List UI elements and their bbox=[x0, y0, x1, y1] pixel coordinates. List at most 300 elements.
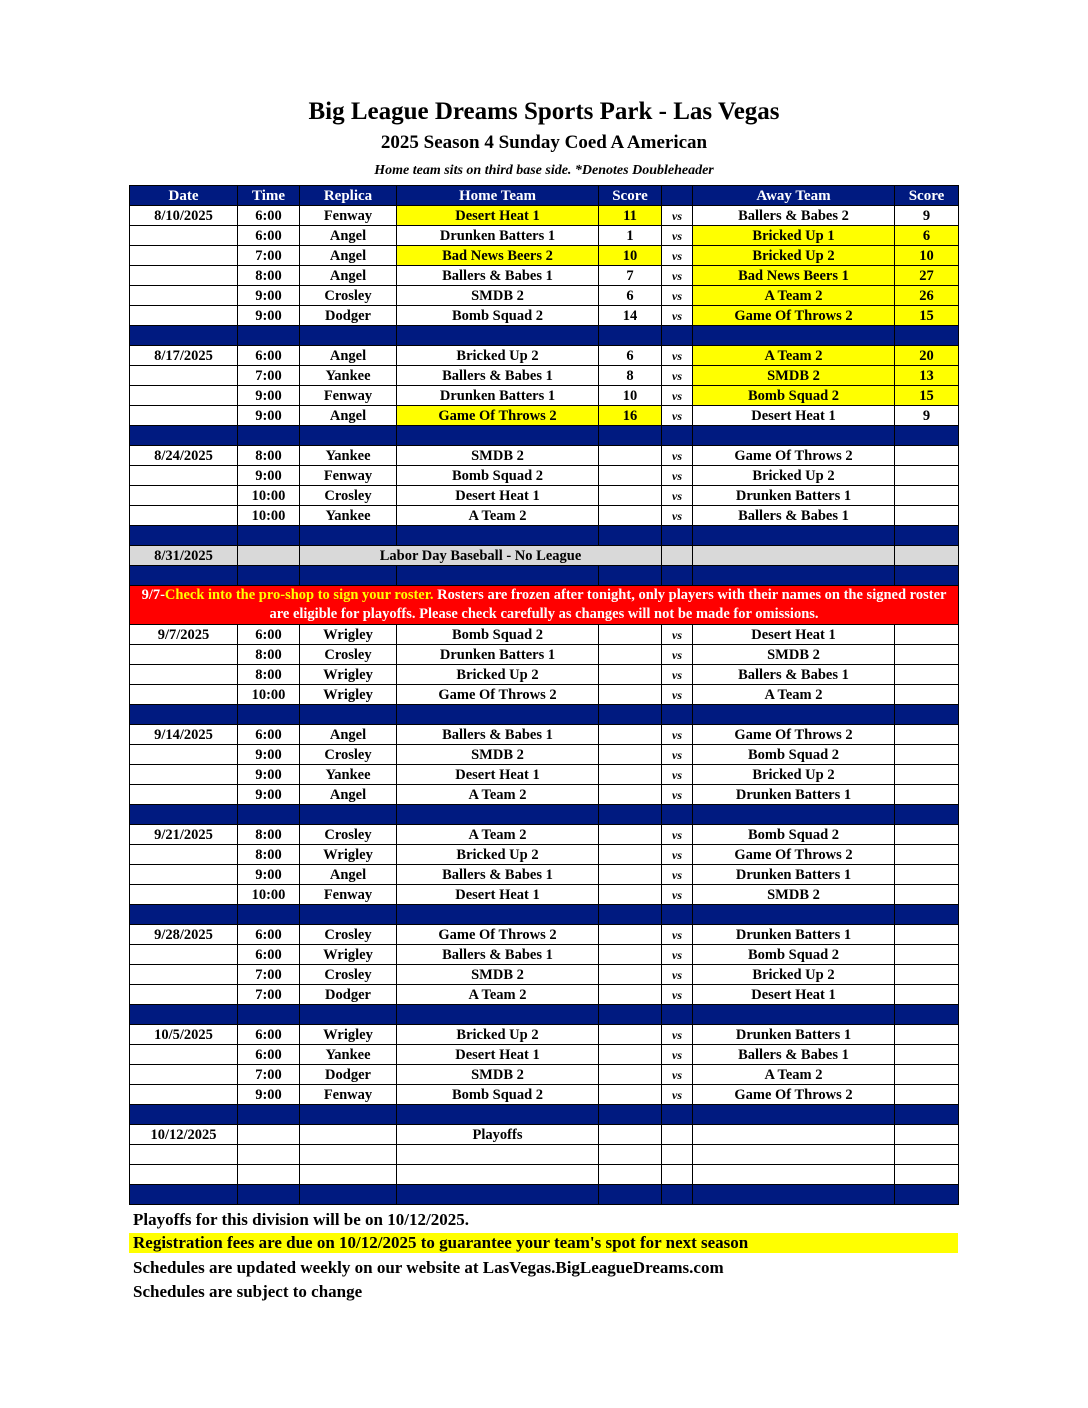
game-date bbox=[130, 306, 238, 326]
separator-cell bbox=[693, 705, 895, 725]
game-time: 7:00 bbox=[238, 965, 300, 985]
game-row bbox=[130, 1045, 959, 1065]
game-field: Angel bbox=[300, 226, 397, 246]
game-date bbox=[130, 745, 238, 765]
game-time bbox=[238, 1165, 300, 1185]
separator-cell bbox=[130, 526, 238, 546]
game-date bbox=[130, 845, 238, 865]
game-field: Crosley bbox=[300, 486, 397, 506]
game-row bbox=[130, 685, 959, 705]
away-score bbox=[895, 1165, 959, 1185]
separator-cell bbox=[130, 905, 238, 925]
roster-alert-row bbox=[130, 586, 959, 625]
separator-cell bbox=[397, 526, 599, 546]
vs-cell: vs bbox=[662, 865, 693, 885]
game-field: Crosley bbox=[300, 925, 397, 945]
away-score: 9 bbox=[895, 206, 959, 226]
separator-cell bbox=[300, 1005, 397, 1025]
separator-cell bbox=[662, 1185, 693, 1205]
separator-cell bbox=[130, 705, 238, 725]
game-date bbox=[130, 1165, 238, 1185]
game-date: 9/7/2025 bbox=[130, 625, 238, 645]
away-score bbox=[895, 725, 959, 745]
game-row bbox=[130, 765, 959, 785]
home-score bbox=[599, 486, 662, 506]
separator-cell bbox=[662, 526, 693, 546]
vs-cell: vs bbox=[662, 1025, 693, 1045]
away-team: Desert Heat 1 bbox=[693, 625, 895, 645]
away-score bbox=[895, 645, 959, 665]
vs-cell bbox=[662, 1145, 693, 1165]
home-score: 7 bbox=[599, 266, 662, 286]
away-score bbox=[895, 1125, 959, 1145]
separator-cell bbox=[599, 426, 662, 446]
game-time: 10:00 bbox=[238, 486, 300, 506]
header-home-score: Score bbox=[599, 186, 662, 206]
away-score bbox=[895, 446, 959, 466]
game-time: 8:00 bbox=[238, 266, 300, 286]
separator-cell bbox=[397, 905, 599, 925]
away-score: 27 bbox=[895, 266, 959, 286]
game-row bbox=[130, 1085, 959, 1105]
separator-cell bbox=[130, 566, 238, 586]
away-score: 10 bbox=[895, 246, 959, 266]
home-score bbox=[599, 1085, 662, 1105]
away-team: Game Of Throws 2 bbox=[693, 725, 895, 745]
game-field: Dodger bbox=[300, 306, 397, 326]
game-time: 9:00 bbox=[238, 745, 300, 765]
game-date bbox=[130, 1065, 238, 1085]
home-team: Game Of Throws 2 bbox=[397, 685, 599, 705]
separator-cell bbox=[300, 705, 397, 725]
game-field: Crosley bbox=[300, 745, 397, 765]
separator-cell bbox=[238, 426, 300, 446]
home-score bbox=[599, 446, 662, 466]
game-date bbox=[130, 665, 238, 685]
game-date bbox=[130, 1085, 238, 1105]
separator-cell bbox=[895, 566, 959, 586]
game-field: Angel bbox=[300, 246, 397, 266]
game-row bbox=[130, 725, 959, 745]
away-score bbox=[895, 1085, 959, 1105]
home-team: Desert Heat 1 bbox=[397, 1045, 599, 1065]
game-row bbox=[130, 286, 959, 306]
home-team: Ballers & Babes 1 bbox=[397, 266, 599, 286]
separator-cell bbox=[397, 1005, 599, 1025]
separator-cell bbox=[693, 526, 895, 546]
game-row bbox=[130, 665, 959, 685]
separator-cell bbox=[662, 705, 693, 725]
game-time: 6:00 bbox=[238, 1045, 300, 1065]
game-field: Wrigley bbox=[300, 845, 397, 865]
game-time bbox=[238, 546, 300, 566]
away-team: Bricked Up 2 bbox=[693, 965, 895, 985]
home-score: 6 bbox=[599, 346, 662, 366]
home-score bbox=[599, 466, 662, 486]
separator-cell bbox=[397, 1105, 599, 1125]
game-field: Yankee bbox=[300, 446, 397, 466]
home-score bbox=[599, 985, 662, 1005]
vs-cell: vs bbox=[662, 725, 693, 745]
vs-cell: vs bbox=[662, 845, 693, 865]
game-date bbox=[130, 226, 238, 246]
game-time: 9:00 bbox=[238, 386, 300, 406]
game-field: Angel bbox=[300, 346, 397, 366]
away-team: Desert Heat 1 bbox=[693, 985, 895, 1005]
game-date bbox=[130, 486, 238, 506]
away-team: Game Of Throws 2 bbox=[693, 306, 895, 326]
separator-cell bbox=[130, 1005, 238, 1025]
away-score bbox=[895, 546, 959, 566]
home-score bbox=[599, 765, 662, 785]
game-row bbox=[130, 965, 959, 985]
separator-cell bbox=[599, 1185, 662, 1205]
home-score bbox=[599, 925, 662, 945]
home-team bbox=[397, 1145, 599, 1165]
game-date bbox=[130, 266, 238, 286]
separator-cell bbox=[693, 566, 895, 586]
home-team: SMDB 2 bbox=[397, 1065, 599, 1085]
separator-cell bbox=[693, 805, 895, 825]
home-score: 8 bbox=[599, 366, 662, 386]
game-field: Wrigley bbox=[300, 685, 397, 705]
game-row bbox=[130, 1065, 959, 1085]
game-field: Angel bbox=[300, 406, 397, 426]
away-team: SMDB 2 bbox=[693, 366, 895, 386]
separator-cell bbox=[693, 326, 895, 346]
separator-cell bbox=[238, 566, 300, 586]
separator-cell bbox=[397, 566, 599, 586]
away-team: Game Of Throws 2 bbox=[693, 446, 895, 466]
away-team bbox=[693, 1165, 895, 1185]
vs-cell: vs bbox=[662, 206, 693, 226]
away-team: Ballers & Babes 1 bbox=[693, 506, 895, 526]
game-date bbox=[130, 466, 238, 486]
home-score: 16 bbox=[599, 406, 662, 426]
separator-cell bbox=[662, 1105, 693, 1125]
game-field: Wrigley bbox=[300, 665, 397, 685]
game-row bbox=[130, 1025, 959, 1045]
separator-cell bbox=[662, 426, 693, 446]
header-time: Time bbox=[238, 186, 300, 206]
separator-cell bbox=[693, 426, 895, 446]
away-team: Drunken Batters 1 bbox=[693, 925, 895, 945]
vs-cell: vs bbox=[662, 346, 693, 366]
separator-cell bbox=[300, 1105, 397, 1125]
game-time: 8:00 bbox=[238, 645, 300, 665]
game-date: 9/14/2025 bbox=[130, 725, 238, 745]
game-field: Yankee bbox=[300, 1045, 397, 1065]
game-row bbox=[130, 845, 959, 865]
away-team bbox=[693, 1145, 895, 1165]
schedule-body bbox=[130, 206, 959, 1205]
game-field: Crosley bbox=[300, 645, 397, 665]
home-team: Bricked Up 2 bbox=[397, 346, 599, 366]
separator-cell bbox=[130, 1185, 238, 1205]
separator-cell bbox=[599, 526, 662, 546]
week-separator bbox=[130, 526, 959, 546]
roster-alert bbox=[130, 586, 959, 625]
game-date bbox=[130, 965, 238, 985]
home-team: Bricked Up 2 bbox=[397, 665, 599, 685]
home-score bbox=[599, 845, 662, 865]
alert-date: 9/7- bbox=[141, 587, 165, 603]
vs-cell: vs bbox=[662, 446, 693, 466]
game-field: Yankee bbox=[300, 765, 397, 785]
schedule-table bbox=[129, 185, 959, 1205]
home-team: Desert Heat 1 bbox=[397, 486, 599, 506]
header-vs bbox=[662, 186, 693, 206]
vs-cell: vs bbox=[662, 1065, 693, 1085]
away-team: Desert Heat 1 bbox=[693, 406, 895, 426]
game-field: Angel bbox=[300, 725, 397, 745]
vs-cell: vs bbox=[662, 765, 693, 785]
separator-cell bbox=[599, 1105, 662, 1125]
home-team: Drunken Batters 1 bbox=[397, 386, 599, 406]
game-row bbox=[130, 1145, 959, 1165]
game-time: 9:00 bbox=[238, 466, 300, 486]
game-time: 9:00 bbox=[238, 865, 300, 885]
vs-cell: vs bbox=[662, 945, 693, 965]
week-separator bbox=[130, 1185, 959, 1205]
separator-cell bbox=[895, 1185, 959, 1205]
alert-text: Rosters are frozen after tonight, only players with their names on the signed roster are eligible for playoffs. Please check carefully as changes will not be made for omissions. bbox=[269, 587, 947, 622]
home-score bbox=[599, 1145, 662, 1165]
home-score bbox=[599, 745, 662, 765]
away-score bbox=[895, 685, 959, 705]
separator-cell bbox=[300, 426, 397, 446]
game-field: Yankee bbox=[300, 366, 397, 386]
header-away-score: Score bbox=[895, 186, 959, 206]
game-field: Wrigley bbox=[300, 625, 397, 645]
header-home-team: Home Team bbox=[397, 186, 599, 206]
game-time: 9:00 bbox=[238, 306, 300, 326]
game-field: Fenway bbox=[300, 1085, 397, 1105]
home-score bbox=[599, 945, 662, 965]
away-score bbox=[895, 506, 959, 526]
home-team: Bomb Squad 2 bbox=[397, 466, 599, 486]
labor-day-text: Labor Day Baseball - No League bbox=[300, 546, 662, 566]
home-score: 14 bbox=[599, 306, 662, 326]
vs-cell: vs bbox=[662, 1085, 693, 1105]
separator-cell bbox=[599, 1005, 662, 1025]
game-row bbox=[130, 625, 959, 645]
game-date bbox=[130, 985, 238, 1005]
game-time: 6:00 bbox=[238, 925, 300, 945]
week-separator bbox=[130, 426, 959, 446]
separator-cell bbox=[895, 705, 959, 725]
away-score: 15 bbox=[895, 386, 959, 406]
away-score bbox=[895, 885, 959, 905]
header-replica: Replica bbox=[300, 186, 397, 206]
game-row bbox=[130, 206, 959, 226]
separator-cell bbox=[895, 1105, 959, 1125]
game-time: 8:00 bbox=[238, 446, 300, 466]
game-row bbox=[130, 406, 959, 426]
away-team: Bricked Up 1 bbox=[693, 226, 895, 246]
game-field bbox=[300, 1165, 397, 1185]
home-score: 1 bbox=[599, 226, 662, 246]
separator-cell bbox=[238, 1005, 300, 1025]
home-team: SMDB 2 bbox=[397, 965, 599, 985]
game-row bbox=[130, 1165, 959, 1185]
vs-cell: vs bbox=[662, 306, 693, 326]
game-time: 9:00 bbox=[238, 286, 300, 306]
separator-cell bbox=[895, 905, 959, 925]
separator-cell bbox=[662, 905, 693, 925]
away-score bbox=[895, 466, 959, 486]
separator-cell bbox=[662, 805, 693, 825]
game-date bbox=[130, 885, 238, 905]
game-time bbox=[238, 1145, 300, 1165]
vs-cell: vs bbox=[662, 486, 693, 506]
away-score: 26 bbox=[895, 286, 959, 306]
week-separator bbox=[130, 1105, 959, 1125]
away-score bbox=[895, 1045, 959, 1065]
game-date bbox=[130, 366, 238, 386]
home-score bbox=[599, 685, 662, 705]
away-team: A Team 2 bbox=[693, 685, 895, 705]
vs-cell bbox=[662, 1125, 693, 1145]
footer-website: Schedules are updated weekly on our website at LasVegas.BigLeagueDreams.com bbox=[133, 1258, 724, 1277]
game-row bbox=[130, 1125, 959, 1145]
home-team: SMDB 2 bbox=[397, 745, 599, 765]
separator-cell bbox=[397, 705, 599, 725]
game-field: Angel bbox=[300, 266, 397, 286]
home-team: Game Of Throws 2 bbox=[397, 925, 599, 945]
home-team: Ballers & Babes 1 bbox=[397, 945, 599, 965]
away-score bbox=[895, 1065, 959, 1085]
vs-cell: vs bbox=[662, 965, 693, 985]
game-time: 7:00 bbox=[238, 1065, 300, 1085]
home-score bbox=[599, 665, 662, 685]
game-field: Angel bbox=[300, 785, 397, 805]
game-row bbox=[130, 486, 959, 506]
game-date: 8/24/2025 bbox=[130, 446, 238, 466]
game-time: 6:00 bbox=[238, 1025, 300, 1045]
vs-cell: vs bbox=[662, 226, 693, 246]
game-field: Dodger bbox=[300, 1065, 397, 1085]
game-time: 7:00 bbox=[238, 366, 300, 386]
home-score bbox=[599, 865, 662, 885]
home-team: Bricked Up 2 bbox=[397, 1025, 599, 1045]
game-time: 6:00 bbox=[238, 206, 300, 226]
week-separator bbox=[130, 326, 959, 346]
vs-cell: vs bbox=[662, 645, 693, 665]
game-row bbox=[130, 865, 959, 885]
game-date: 8/10/2025 bbox=[130, 206, 238, 226]
away-score: 6 bbox=[895, 226, 959, 246]
vs-cell: vs bbox=[662, 825, 693, 845]
separator-cell bbox=[693, 1105, 895, 1125]
game-field: Fenway bbox=[300, 386, 397, 406]
game-field: Yankee bbox=[300, 506, 397, 526]
separator-cell bbox=[693, 1185, 895, 1205]
game-date bbox=[130, 1145, 238, 1165]
game-date: 8/17/2025 bbox=[130, 346, 238, 366]
home-score bbox=[599, 506, 662, 526]
game-row bbox=[130, 925, 959, 945]
game-row bbox=[130, 985, 959, 1005]
away-team: SMDB 2 bbox=[693, 645, 895, 665]
separator-cell bbox=[238, 1185, 300, 1205]
separator-cell bbox=[599, 566, 662, 586]
separator-cell bbox=[238, 326, 300, 346]
game-date bbox=[130, 945, 238, 965]
header-row bbox=[130, 186, 959, 206]
home-team: Bad News Beers 2 bbox=[397, 246, 599, 266]
game-time: 8:00 bbox=[238, 845, 300, 865]
game-row bbox=[130, 466, 959, 486]
away-team: Bricked Up 2 bbox=[693, 466, 895, 486]
game-field: Angel bbox=[300, 865, 397, 885]
game-row bbox=[130, 645, 959, 665]
separator-cell bbox=[895, 426, 959, 446]
away-score: 20 bbox=[895, 346, 959, 366]
vs-cell bbox=[662, 1165, 693, 1185]
game-date bbox=[130, 1045, 238, 1065]
away-team: Game Of Throws 2 bbox=[693, 845, 895, 865]
home-team: Ballers & Babes 1 bbox=[397, 865, 599, 885]
away-team bbox=[693, 546, 895, 566]
header-date: Date bbox=[130, 186, 238, 206]
away-team: Bomb Squad 2 bbox=[693, 386, 895, 406]
game-field: Dodger bbox=[300, 985, 397, 1005]
game-time: 10:00 bbox=[238, 685, 300, 705]
game-field: Fenway bbox=[300, 466, 397, 486]
game-date bbox=[130, 386, 238, 406]
game-time: 9:00 bbox=[238, 406, 300, 426]
game-time: 8:00 bbox=[238, 825, 300, 845]
away-score bbox=[895, 925, 959, 945]
home-score bbox=[599, 645, 662, 665]
game-field: Fenway bbox=[300, 885, 397, 905]
away-score bbox=[895, 486, 959, 506]
game-row bbox=[130, 506, 959, 526]
home-score: 10 bbox=[599, 246, 662, 266]
home-team: A Team 2 bbox=[397, 785, 599, 805]
game-date bbox=[130, 865, 238, 885]
vs-cell: vs bbox=[662, 1045, 693, 1065]
home-score bbox=[599, 1065, 662, 1085]
separator-cell bbox=[397, 426, 599, 446]
vs-cell: vs bbox=[662, 685, 693, 705]
game-time: 9:00 bbox=[238, 1085, 300, 1105]
game-row bbox=[130, 246, 959, 266]
game-date bbox=[130, 406, 238, 426]
separator-cell bbox=[397, 326, 599, 346]
away-score bbox=[895, 665, 959, 685]
separator-cell bbox=[130, 805, 238, 825]
away-team: A Team 2 bbox=[693, 346, 895, 366]
separator-cell bbox=[300, 1185, 397, 1205]
separator-cell bbox=[300, 526, 397, 546]
away-team: Bad News Beers 1 bbox=[693, 266, 895, 286]
away-team: Drunken Batters 1 bbox=[693, 1025, 895, 1045]
home-score bbox=[599, 725, 662, 745]
game-date: 10/5/2025 bbox=[130, 1025, 238, 1045]
away-team: Ballers & Babes 1 bbox=[693, 665, 895, 685]
vs-cell: vs bbox=[662, 745, 693, 765]
home-score bbox=[599, 1165, 662, 1185]
away-team bbox=[693, 1125, 895, 1145]
away-team: Bricked Up 2 bbox=[693, 246, 895, 266]
home-score bbox=[599, 825, 662, 845]
game-date bbox=[130, 685, 238, 705]
separator-cell bbox=[238, 805, 300, 825]
away-score: 13 bbox=[895, 366, 959, 386]
footer-registration: Registration fees are due on 10/12/2025 to guarantee your team's spot for next season bbox=[129, 1233, 958, 1253]
